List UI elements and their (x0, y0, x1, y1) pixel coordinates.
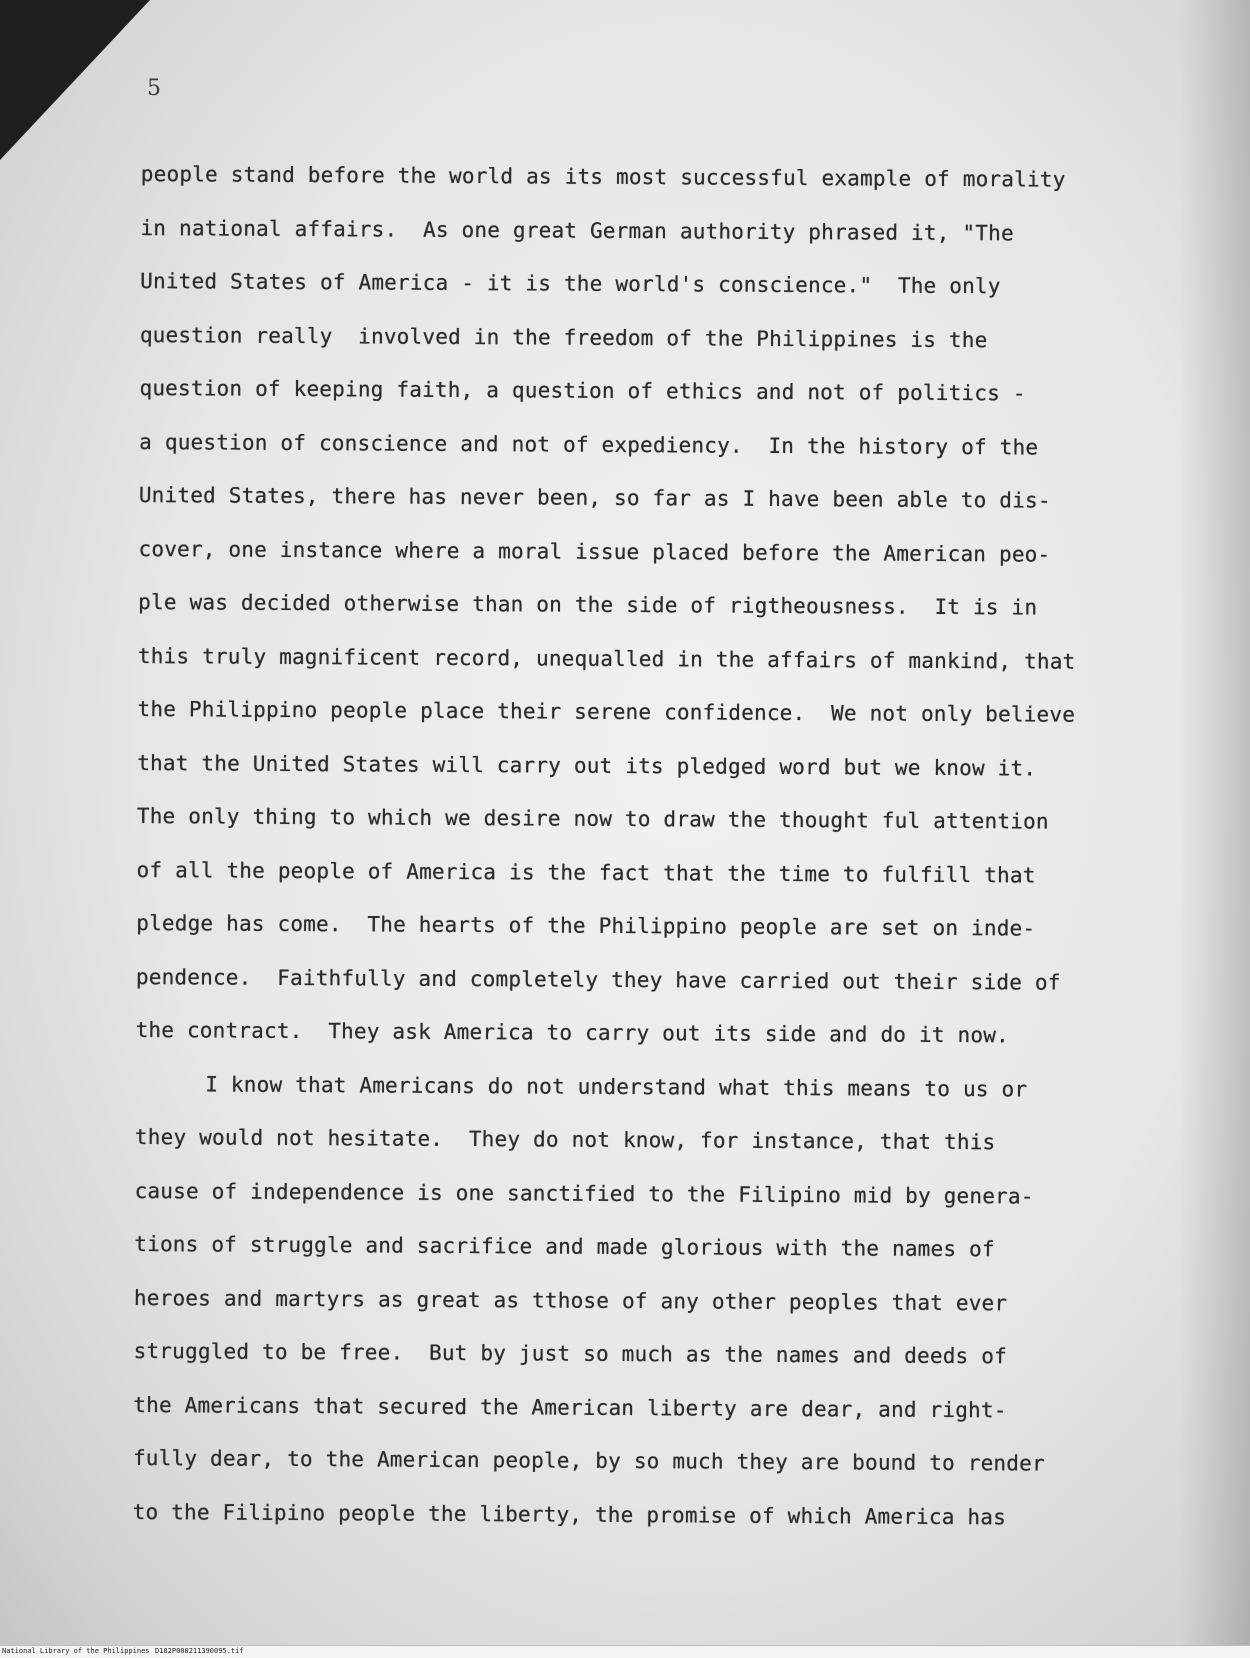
corner-shadow (0, 0, 150, 160)
text-line: pendence. Faithfully and completely they have carried out their side of (135, 964, 1061, 995)
text-line: United States, there has never been, so far as I have been able to dis- (138, 482, 1051, 513)
text-line: heroes and martyrs as great as tthose of any other peoples that ever (133, 1285, 1008, 1315)
text-line: struggled to be free. But by just so much as the names and deeds of (133, 1338, 1008, 1369)
text-line: the Americans that secured the American liberty are dear, and right- (133, 1392, 1007, 1422)
text-line: cause of independence is one sanctified to the Filipino mid by genera- (134, 1178, 1034, 1208)
text-line: the contract. They ask America to carry out its side and do it now. (135, 1017, 1010, 1048)
text-line: United States of America - it is the world's conscience." The only (140, 268, 1001, 299)
text-line: to the Filipino people the liberty, the promise of which America has (132, 1499, 1007, 1529)
edge-shadow (1180, 0, 1250, 1658)
text-line: the Philippino people place their serene confidence. We not only believe (137, 696, 1076, 727)
text-line: question really involved in the freedom of the Philippines is the (139, 322, 988, 352)
text-line: fully dear, to the American people, by so much they are bound to render (132, 1445, 1045, 1476)
text-line: in national affairs. As one great German authority phrased it, "The (140, 215, 1014, 245)
text-line: pledge has come. The hearts of the Philippino people are set on inde- (136, 910, 1036, 941)
text-line: that the United States will carry out its pledged word but we know it. (137, 750, 1037, 780)
text-line: The only thing to which we desire now to draw the thought ful attention (136, 803, 1049, 834)
file-identifier: D182P000211390095.tif (155, 1647, 244, 1655)
text-line: ple was decided otherwise than on the side of rigtheousness. It is in (138, 589, 1038, 620)
text-line: tions of struggle and sacrifice and made glorious with the names of (134, 1231, 995, 1262)
text-line: cover, one instance where a moral issue placed before the American peo- (138, 536, 1051, 567)
scan-footer (0, 1645, 1250, 1658)
text-line: of all the people of America is the fact that the time to fulfill that (136, 857, 1036, 887)
typed-body-text (133, 148, 1161, 1545)
text-line: a question of conscience and not of expediency. In the history of the (139, 429, 1039, 459)
text-line: people stand before the world as its most successful example of morality (140, 161, 1066, 192)
paragraph-start-line: I know that Americans do not understand what this means to us or (205, 1071, 1028, 1101)
text-line: question of keeping faith, a question of ethics and not of politics - (139, 375, 1026, 406)
page-number: 5 (147, 76, 161, 101)
library-credit: National Library of the Philippines (2, 1647, 150, 1655)
text-line: they would not hesitate. They do not know, for instance, that this (134, 1124, 996, 1155)
text-line: this truly magnificent record, unequalled in the affairs of mankind, that (137, 643, 1076, 674)
